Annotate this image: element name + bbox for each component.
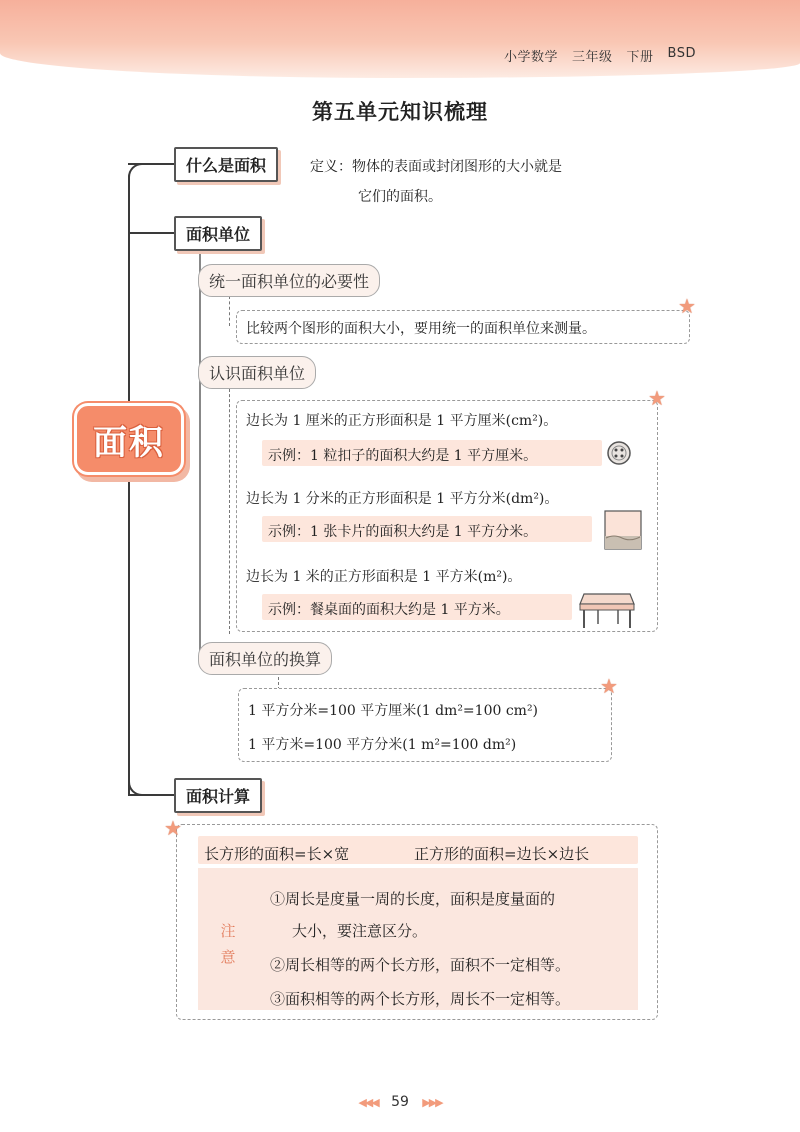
star-icon: ★ (600, 674, 618, 698)
note-3: ③面积相等的两个长方形，周长不一定相等。 (270, 990, 571, 1008)
node-what-is-area-label: 什么是面积 (186, 156, 267, 175)
unit-cm-example: 示例：1 粒扣子的面积大约是 1 平方厘米。 (268, 448, 538, 464)
star-icon: ★ (678, 294, 696, 318)
node-unit-conversion (198, 642, 332, 675)
conversion-line-2: 1 平方米=100 平方分米(1 m²=100 dm²) (248, 737, 517, 753)
prev-arrows-icon: ◀◀◀ (358, 1096, 378, 1109)
note-1-cont: 大小，要注意区分。 (292, 922, 428, 940)
header-edition: BSD (667, 46, 696, 61)
node-area-units (174, 216, 262, 251)
card-icon (604, 510, 642, 550)
unit-cm-text: 边长为 1 厘米的正方形面积是 1 平方厘米(cm²)。 (246, 413, 558, 429)
root-node-area (74, 403, 184, 475)
branch-units (128, 232, 174, 234)
dash-connector-2 (229, 384, 230, 634)
unit-dm-example: 示例：1 张卡片的面积大约是 1 平方分米。 (268, 524, 538, 540)
node-area-calculation-label: 面积计算 (186, 787, 251, 806)
node-area-calculation (174, 778, 262, 813)
unit-m-text: 边长为 1 米的正方形面积是 1 平方米(m²)。 (246, 569, 522, 585)
star-icon: ★ (648, 386, 666, 410)
table-icon (578, 586, 636, 630)
root-node-label: 面积 (93, 422, 165, 463)
star-icon: ★ (164, 816, 182, 840)
node-know-units (198, 356, 316, 389)
note-2: ②周长相等的两个长方形，面积不一定相等。 (270, 956, 571, 974)
trunk-top-curve (128, 163, 148, 177)
next-arrows-icon: ▶▶▶ (422, 1096, 442, 1109)
note-1: ①周长是度量一周的长度，面积是度量面的 (270, 890, 556, 908)
header-grade: 三年级 (572, 50, 613, 65)
units-sub-trunk (199, 248, 201, 656)
node-unit-necessity-label: 统一面积单位的必要性 (209, 272, 370, 291)
header-band (0, 0, 800, 78)
square-formula: 正方形的面积=边长×边长 (414, 845, 590, 863)
node-unit-necessity (198, 264, 380, 297)
page-title: 第五单元知识梳理 (312, 100, 488, 124)
button-icon (606, 440, 632, 466)
unit-dm-text: 边长为 1 分米的正方形面积是 1 平方分米(dm²)。 (246, 491, 559, 507)
page-number: 59 (391, 1094, 409, 1110)
conversion-line-1: 1 平方分米=100 平方厘米(1 dm²=100 cm²) (248, 703, 539, 719)
rect-formula: 长方形的面积=长×宽 (204, 845, 350, 863)
header-info (504, 46, 696, 65)
tree-trunk (128, 175, 130, 795)
node-unit-conversion-label: 面积单位的换算 (209, 650, 322, 669)
header-volume: 下册 (626, 50, 654, 65)
definition-line-1: 定义：物体的表面或封闭图形的大小就是 (310, 159, 562, 175)
dash-connector-1 (229, 296, 230, 326)
unit-m-example: 示例：餐桌面的面积大约是 1 平方米。 (268, 602, 510, 618)
necessity-text: 比较两个图形的面积大小，要用统一的面积单位来测量。 (246, 321, 596, 337)
node-know-units-label: 认识面积单位 (209, 364, 306, 383)
header-subject: 小学数学 (504, 50, 559, 65)
node-what-is-area (174, 147, 278, 182)
definition-line-2: 它们的面积。 (358, 189, 442, 205)
node-area-units-label: 面积单位 (186, 225, 251, 244)
note-label: 注意 (220, 922, 236, 966)
footer (0, 1094, 800, 1110)
